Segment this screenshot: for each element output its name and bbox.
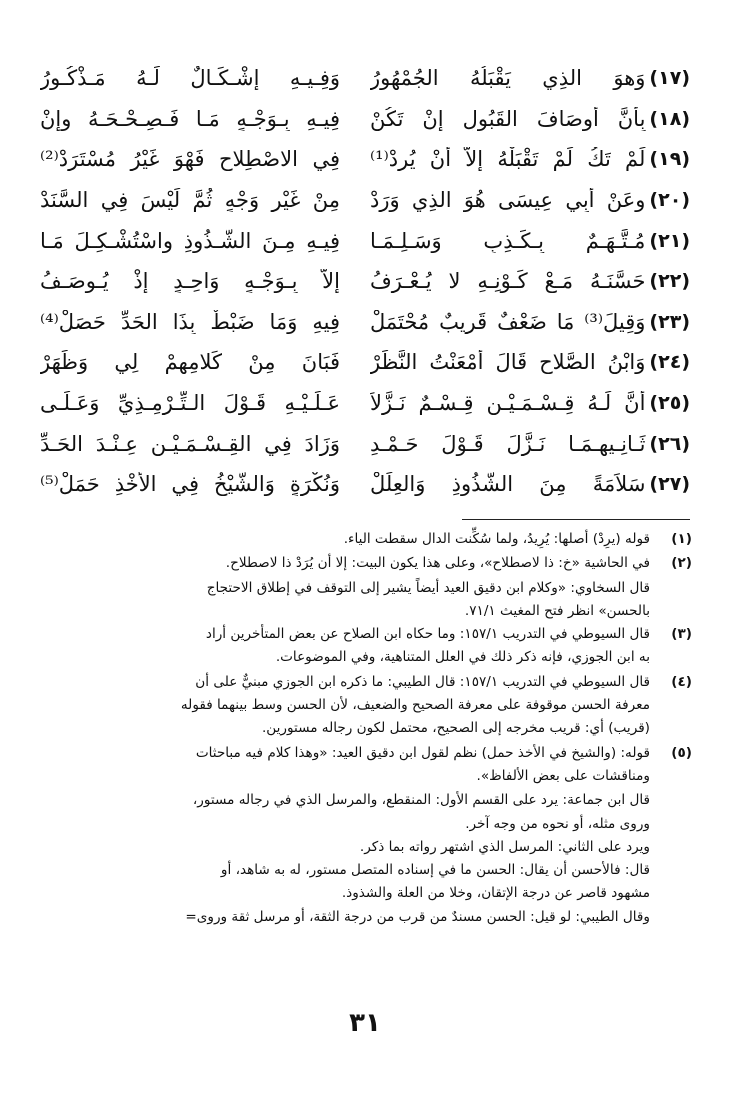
footnote-text	[36, 552, 650, 575]
verse-number: (٢٠)	[649, 189, 690, 212]
verse-first-hemistich	[370, 188, 690, 212]
verse-number: (١٧)	[649, 67, 690, 90]
verse-number: (٢٧)	[649, 473, 690, 496]
footnote-line: قال: فالأحسن أن يقال: الحسن ما في إسناده المتصل مستور، له به شاهد، أو	[220, 862, 650, 879]
footnote-number: (٥)	[671, 744, 692, 761]
footnote	[36, 552, 692, 575]
verse-second-hemistich: إِلاَّ بِـوَجْـهٍ وَاحِـدٍ إِذْ يُـوصَـفُ	[40, 269, 340, 294]
verse-number: (٢٥)	[649, 392, 690, 415]
footnote-number: (١)	[671, 531, 692, 547]
footnote-line: بالحسن» انظر فتح المغيث ٧١/١.	[464, 602, 650, 619]
verse-right-text: وعَنْ أَبِي عِيسَى هُوَ الذِي وَرَدْ	[370, 188, 646, 213]
verse-line	[40, 383, 690, 424]
page-number: ٣١	[349, 1008, 381, 1038]
footnote-line: مشهود قاصر عن درجة الإتقان، وخلا من العلة والشذوذ.	[341, 885, 650, 902]
footnote-line: قوله: (والشيخ في الأخذ حمل) نظم لقول ابن دقيق العيد: «وهذا كلام فيه مباحثات	[195, 744, 650, 761]
footnote-line: في الحاشية «خ: ذا لاصطلاح»، وعلى هذا يكون البيت: إلا أن يُرَدْ ذا لاصطلاح.	[225, 555, 650, 572]
verse-line	[40, 464, 690, 505]
footnote-line: ومناقشات على بعض الألفاظ».	[476, 767, 650, 784]
footnote-line: قال ابن جماعة: يرد على القسم الأول: المنقطع، والمرسل الذي في رجاله مستور،	[192, 792, 650, 809]
footnote	[36, 671, 692, 741]
footnote-text	[36, 623, 650, 670]
verse-number: (١٩)	[649, 148, 690, 171]
verse-right-text: وَقِيلَ⁽³⁾ مَا ضَعْفٌ قَرِيبٌ مُحْتَمَلْ	[370, 309, 646, 334]
verse-first-hemistich	[370, 66, 690, 90]
verse-line	[40, 99, 690, 140]
verse-second-hemistich: وَزَادَ فِي القِـسْـمَـيْـنِ عِـنْـدَ الحَـدِّ	[40, 431, 340, 456]
verse-number: (٢٢)	[649, 270, 690, 293]
verse-first-hemistich	[370, 229, 690, 253]
verse-first-hemistich	[370, 350, 690, 374]
verse-right-text: مُـتَّـهَـمٌ بِـكَـذِبٍ وَسَـلِـمَـا	[370, 228, 646, 253]
verse-block	[40, 58, 690, 505]
verse-line	[40, 302, 690, 343]
footnote-continuation	[36, 577, 650, 624]
footnote-text	[36, 742, 650, 789]
footnote-line: وقال الطيبي: لو قيل: الحسن مسندٌ من قرب من درجة الثقة، أو مرسل ثقة وروى=	[185, 908, 650, 925]
verse-second-hemistich: وَنُكْرَةٍ وَالشَّيْخُ فِي الأَخْذِ حَمَلْ⁽⁵⁾	[40, 472, 340, 497]
verse-line	[40, 342, 690, 383]
verse-first-hemistich	[370, 432, 690, 456]
verse-number: (٢٤)	[649, 351, 690, 374]
verse-right-text: وَهوَ الذِي يَقْبَلُهُ الجُمْهُورُ	[370, 66, 646, 91]
verse-number: (١٨)	[649, 107, 690, 130]
verse-second-hemistich: فِيـهِ بِـوَجْـهٍ مَـا فَـصِـحْـحَـهُ وإِنْ	[40, 106, 340, 131]
verse-line	[40, 423, 690, 464]
footnote-line: به ابن الجوزي، فإنه ذكر ذلك في العلل المتناهية، وفي الموضوعات.	[275, 649, 650, 666]
verse-second-hemistich: فِي الاصْطِلاحِ فَهْوَ غَيْرُ مُسْتَرَدْ⁽²⁾	[40, 147, 340, 172]
footnote-text	[36, 671, 650, 741]
verse-right-text: وَابْنُ الصَّلاحِ قَالَ أَمْعَنْتُ النَّظَرْ	[370, 350, 646, 375]
verse-first-hemistich	[370, 147, 690, 171]
verse-second-hemistich: فِيهِ وَمَا ضَبْطٌ بِذَا الحَدِّ حَصَلْ⁽⁴⁾	[40, 309, 340, 334]
footnotes	[36, 528, 692, 929]
verse-line	[40, 261, 690, 302]
footnote-number: (٣)	[671, 626, 692, 643]
footnote-continuation	[36, 789, 650, 929]
footnote	[36, 528, 692, 551]
footnote-line: معرفة الحسن موقوفة على معرفة الصحيح والضعيف، لأن الحسن وسط بينهما فقوله	[180, 697, 650, 714]
footnote-text	[36, 528, 650, 551]
footnote-separator	[462, 519, 690, 520]
verse-second-hemistich: وَفِـيـهِ إِشْـكَـالٌ لَـهُ مَـذْكُـورُ	[40, 66, 340, 91]
verse-right-text: بِأَنَّ أَوصَافَ القَبُولِ إِنْ تَكُنْ	[370, 106, 646, 131]
footnote-line: وروى مثله، أو نحوه من وجه آخر.	[465, 815, 650, 832]
footnote-line: (قريب) أي: قريب مخرجه إلى الصحيح، محتمل لكون رجاله مستورين.	[261, 720, 650, 737]
footnote-line: قال السخاوي: «وكلام ابن دقيق العيد أيضاً يشير إلى التوقف في إطلاق الاحتجاج	[206, 579, 650, 596]
verse-line	[40, 139, 690, 180]
footnote-number: (٤)	[671, 673, 692, 690]
verse-second-hemistich: فِيـهِ مِـنَ الشُّـذُوذِ واسْتُشْـكِـلَ مَـا	[40, 228, 340, 253]
verse-first-hemistich	[370, 310, 690, 334]
verse-first-hemistich	[370, 472, 690, 496]
footnote-line: قوله (يرِدْ) أصلها: يُرِيدُ، ولما سُكِّنت الدال سقطت الياء.	[343, 531, 650, 547]
verse-right-text: لَمْ تَكُ لَمْ تَقْبَلْهُ إِلاَّ أَنْ يُرِدْ⁽¹⁾	[370, 147, 646, 172]
verse-line	[40, 180, 690, 221]
verse-line	[40, 220, 690, 261]
verse-right-text: أَنَّ لَـهُ قِـسْـمَـيْـنِ قِـسْـمٌ نَـزَّلاَ	[370, 391, 646, 416]
verse-right-text: ثَـانِـيهِـمَـا نَـزَّلَ قَـوْلَ حَـمْـدِ	[370, 431, 646, 456]
verse-first-hemistich	[370, 107, 690, 131]
footnote	[36, 623, 692, 670]
footnote-number: (٢)	[671, 555, 692, 572]
verse-right-text: سَلاَمَةً مِنَ الشُّذُوذِ وَالعِلَلْ	[370, 472, 646, 497]
verse-number: (٢٦)	[649, 432, 690, 455]
verse-number: (٢١)	[649, 229, 690, 252]
verse-right-text: حَسَّنَـهُ مَـعْ كَـوْنِـهِ لا يُـعْـرَفُ	[370, 269, 646, 294]
verse-number: (٢٣)	[649, 310, 690, 333]
footnote-line: قال السيوطي في التدريب ١٥٧/١: وما حكاه ابن الصلاح عن بعض المتأخرين أراد	[205, 626, 650, 643]
verse-second-hemistich: فَبَانَ مِنْ كَلامِهِمْ لِي وَظَهَرْ	[40, 350, 340, 375]
footnote	[36, 742, 692, 789]
footnote-line: ويرد على الثاني: المرسل الذي اشتهر رواته بما ذكر.	[359, 838, 650, 855]
verse-first-hemistich	[370, 391, 690, 415]
verse-second-hemistich: عَـلَـيْـهِ قَـوْلَ الـتِّـرْمِـذِيِّ وَعَـلَـى	[40, 391, 340, 416]
verse-first-hemistich	[370, 269, 690, 293]
verse-line	[40, 58, 690, 99]
verse-second-hemistich: مِنْ غَيْرِ وَجْهٍ ثُمَّ لَيْسَ فِي السَّنَدْ	[40, 188, 340, 213]
footnote-line: قال السيوطي في التدريب ١٥٧/١: قال الطيبي: ما ذكره ابن الجوزي مبنيٌّ على أن	[195, 673, 650, 690]
